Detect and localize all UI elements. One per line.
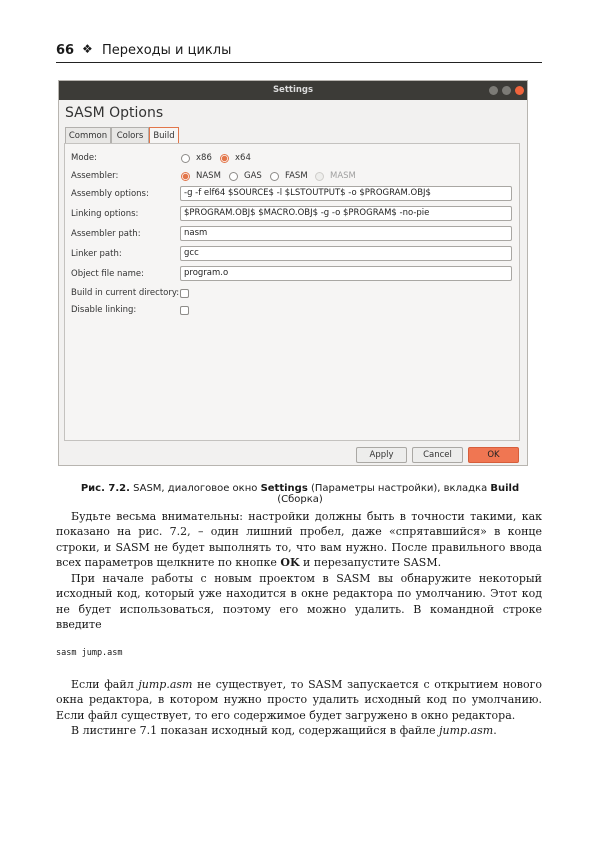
assembler-path-input[interactable]: nasm	[180, 226, 512, 241]
assembler-gas-label: GAS	[244, 171, 262, 181]
tab-common[interactable]: Common	[65, 127, 111, 143]
caption-text-3: (Сборка)	[277, 494, 323, 505]
ornament-icon: ❖	[82, 42, 93, 56]
assembler-gas-radio[interactable]	[229, 172, 238, 181]
assembler-masm-label: MASM	[330, 171, 356, 181]
mode-x64-radio[interactable]	[220, 154, 229, 163]
object-file-name-label: Object file name:	[71, 269, 145, 279]
chapter-title: Переходы и циклы	[102, 43, 232, 58]
object-file-name-input[interactable]: program.o	[180, 266, 512, 281]
disable-linking-label: Disable linking:	[71, 305, 137, 315]
apply-button[interactable]: Apply	[356, 447, 407, 463]
figure-caption	[60, 483, 540, 505]
paragraph-4-end: .	[493, 724, 497, 737]
paragraph-1	[56, 509, 542, 570]
paragraph-3-text: Если файл	[71, 678, 139, 691]
cancel-button[interactable]: Cancel	[412, 447, 463, 463]
assembler-masm-radio	[315, 172, 324, 181]
app-title: SASM Options	[65, 105, 164, 121]
caption-bold-1: Settings	[260, 483, 308, 494]
ok-button[interactable]: OK	[468, 447, 519, 463]
assembler-path-label: Assembler path:	[71, 229, 141, 239]
assembler-fasm-label: FASM	[285, 171, 308, 181]
disable-linking-checkbox[interactable]	[180, 306, 189, 315]
paragraph-3-end: не существует, то SASM запускается с открытием нового окна редактора, в котором нужно просто удалить исходный код по умолчанию. Если файл существует, то его содержимое будет загружено в окно редактора.	[56, 678, 542, 722]
paragraph-4-filename: jump.asm	[439, 724, 494, 737]
close-icon[interactable]	[515, 86, 524, 95]
maximize-icon[interactable]	[502, 86, 511, 95]
tab-build[interactable]: Build	[149, 127, 179, 144]
page-header	[56, 40, 542, 63]
caption-text-2: (Параметры настройки), вкладка	[307, 483, 491, 494]
assembly-options-input[interactable]: -g -f elf64 $SOURCE$ -l $LSTOUTPUT$ -o $PROGRAM.OBJ$	[180, 186, 512, 201]
mode-x86-radio[interactable]	[181, 154, 190, 163]
assembly-options-label: Assembly options:	[71, 189, 149, 199]
window-title: Settings	[272, 85, 314, 95]
paragraph-1-end: и перезапустите SASM.	[299, 555, 442, 569]
paragraph-1-text: Будьте весьма внимательны: настройки должны быть в точности такими, как показано на рис. 7.2, – один лишний пробел, даже «спрятавшийся» в конце строки, и SASM не будет выполнять то, что вам нужно. После правильного ввода всех параметров щелкните по кнопке	[56, 510, 542, 569]
paragraph-3-filename: jump.asm	[138, 678, 193, 691]
minimize-icon[interactable]	[489, 86, 498, 95]
assembler-nasm-radio[interactable]	[181, 172, 190, 181]
caption-text-1: SASM, диалоговое окно	[129, 483, 261, 494]
linker-path-label: Linker path:	[71, 249, 122, 259]
paragraph-4	[56, 723, 542, 738]
paragraph-2: При начале работы с новым проектом в SASM вы обнаружите некоторый исходный код, который уже находится в окне редактора по умолчанию. Этот код не будет использоваться, поэтому его можно удалить. В командной строке введите	[56, 572, 542, 631]
linking-options-label: Linking options:	[71, 209, 139, 219]
code-line: sasm jump.asm	[56, 648, 123, 658]
linking-options-input[interactable]: $PROGRAM.OBJ$ $MACRO.OBJ$ -g -o $PROGRAM$ -no-pie	[180, 206, 512, 221]
paragraph-1-bold: OK	[280, 555, 300, 569]
paragraph-3	[56, 677, 542, 723]
caption-bold-2: Build	[490, 483, 520, 494]
page-number: 66	[56, 43, 75, 58]
mode-label: Mode:	[71, 153, 98, 163]
linker-path-input[interactable]: gcc	[180, 246, 512, 261]
assembler-nasm-label: NASM	[196, 171, 221, 181]
paragraph-4-text: В листинге 7.1 показан исходный код, содержащийся в файле	[71, 724, 440, 737]
mode-x86-label: x86	[196, 153, 212, 163]
caption-prefix: Рис. 7.2.	[80, 483, 130, 494]
mode-x64-label: x64	[235, 153, 251, 163]
build-panel	[64, 143, 520, 441]
assembler-fasm-radio[interactable]	[270, 172, 279, 181]
window-titlebar	[59, 81, 527, 100]
tab-colors[interactable]: Colors	[111, 127, 149, 143]
assembler-label: Assembler:	[71, 171, 119, 181]
build-in-current-dir-label: Build in current directory:	[71, 288, 180, 298]
settings-window	[58, 80, 528, 466]
build-in-current-dir-checkbox[interactable]	[180, 289, 189, 298]
